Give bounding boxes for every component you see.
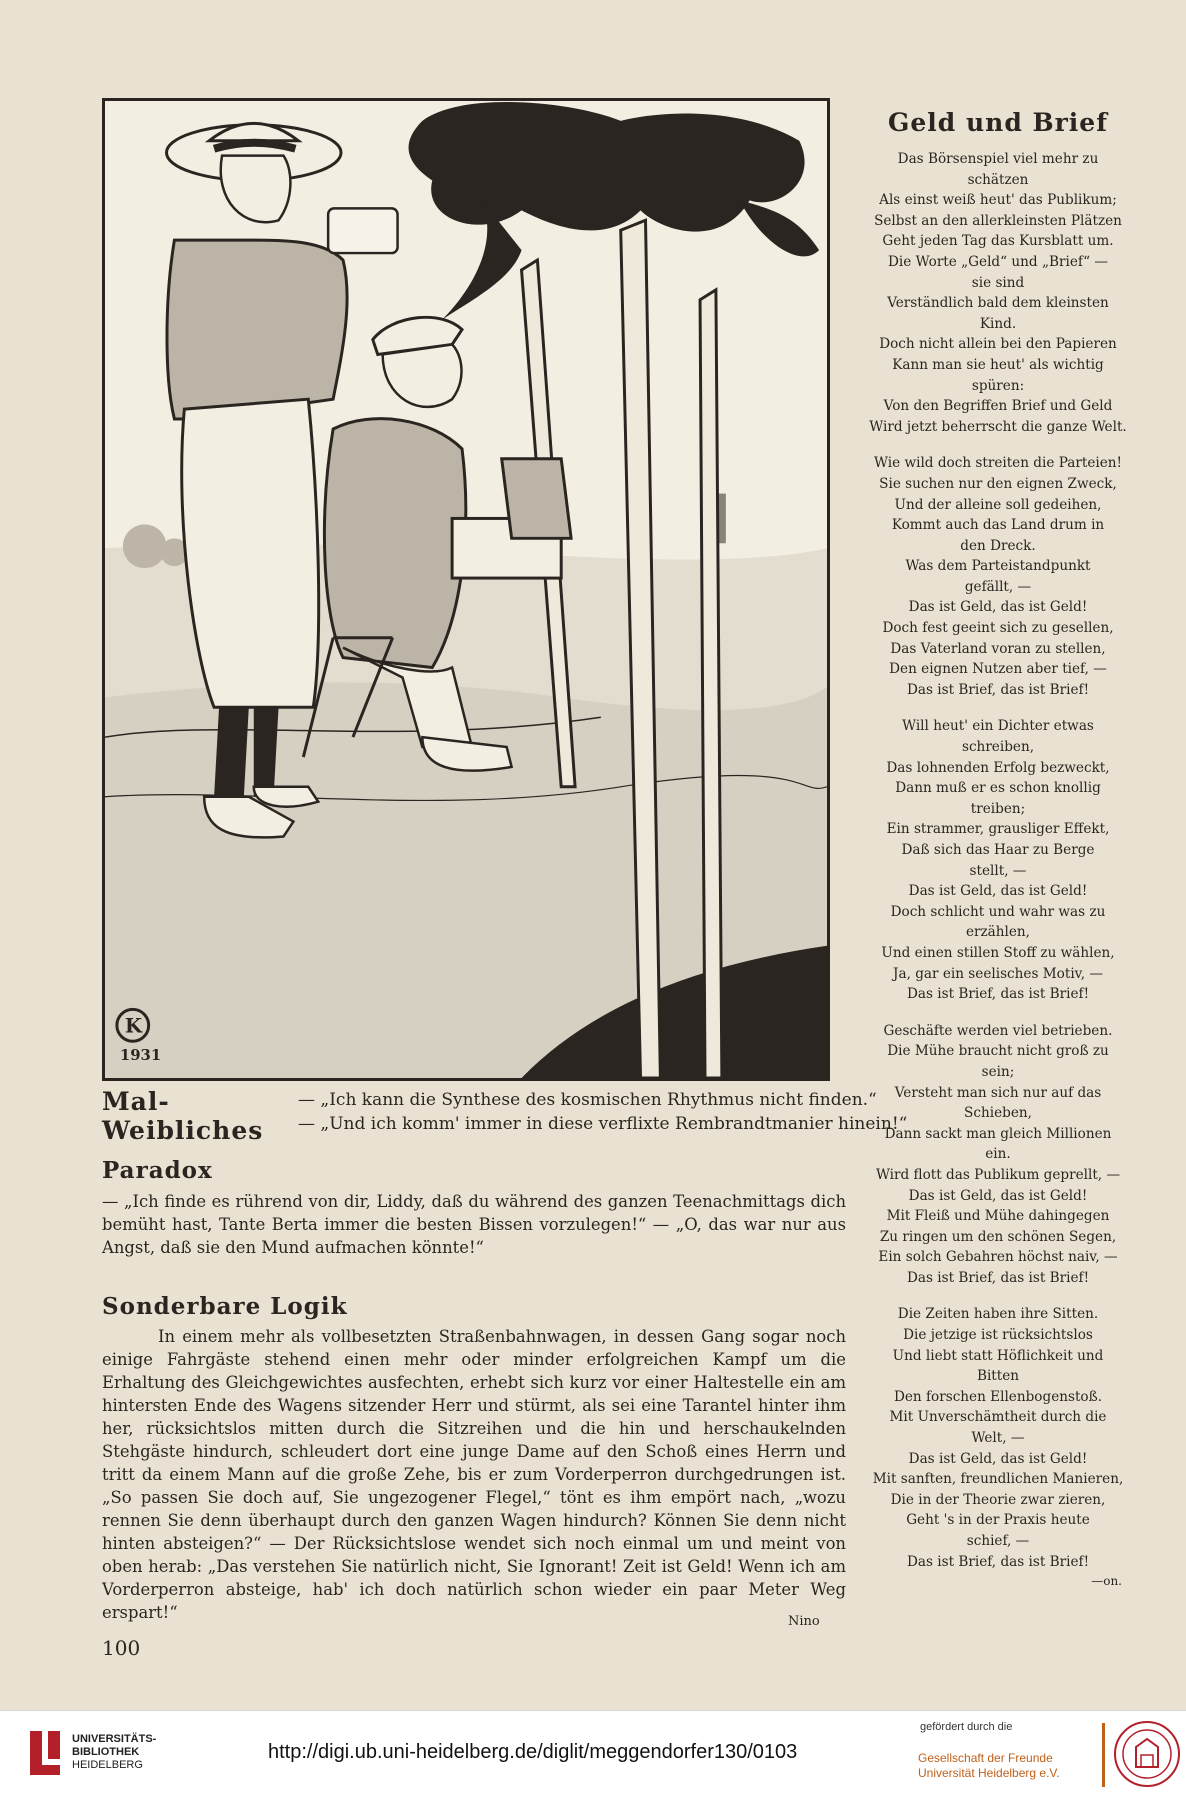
poem-line: den Dreck. <box>960 537 1036 554</box>
poem-stanza-1 <box>866 149 1130 437</box>
poem-line: Bitten <box>976 1368 1020 1385</box>
society-divider <box>1102 1723 1105 1787</box>
footer-bar <box>0 1710 1186 1796</box>
poem-line: Das ist Geld, das ist Geld! <box>908 1450 1088 1467</box>
poem-line: Das lohnenden Erfolg bezweckt, <box>886 759 1110 776</box>
logik-paragraph: In einem mehr als vollbesetzten Straßenbahnwagen, in dessen Gang sogar noch einige Fahrgäste stehend einen mehr oder minder erfolgreichen Kampf um die Erhaltung des Gleichgewichtes ausfechten, erhebt sich kurz vor einer Haltestelle ein am hintersten Ende des Wagens sitzender Herr und stürmt, als sei eine Tarantel hinter ihm her, rücksichtslos mitten durch die Sitzreihen und die hin und herschaukelnden Stehgäste hindurch, schleudert dort eine junge Dame auf den Schoß eines Herrn und tritt da einem Mann auf die große Zehe, bis er zum Vorderperron durchgedrungen ist. „So passen Sie doch auf, Sie ungezogener Flegel,“ tönt es ihm empört nach, „wozu rennen Sie denn überhaupt durch den ganzen Wagen hindurch? Können Sie denn nicht hinten absteigen?“ — Der Rücksichtslose wendet sich noch einmal um und meint von oben herab: „Das verstehen Sie natürlich nicht, Sie Ignorant! Zeit ist Geld! Wenn ich am Vorderperron absteige, hab' ich doch natürlich schon wieder ein paar Meter Weg erspart!“ <box>102 1327 846 1622</box>
poem-line: Die Zeiten haben ihre Sitten. <box>897 1306 1099 1323</box>
poem-line: Das ist Geld, das ist Geld! <box>908 1187 1088 1204</box>
caption-dialogue <box>298 1088 908 1136</box>
poem-line: Wie wild doch streiten die Parteien! <box>874 455 1122 472</box>
poem-line: Ein solch Gebahren höchst naiv, — <box>878 1249 1118 1266</box>
poem-line: Das Börsenspiel viel mehr zu <box>897 151 1099 167</box>
poem-line: Das ist Geld, das ist Geld! <box>908 599 1088 616</box>
poem-line: Das ist Brief, das ist Brief! <box>906 681 1090 698</box>
paradox-heading: Paradox <box>102 1157 213 1184</box>
poem-line: Die Worte „Geld“ und „Brief“ — <box>887 253 1109 270</box>
poem-line: Die jetzige ist rücksichtslos <box>903 1327 1093 1344</box>
poem-line: Die in der Theorie zwar zieren, <box>890 1491 1106 1508</box>
poem-line: Was dem Parteistandpunkt <box>905 558 1091 575</box>
poem-stanza-5 <box>866 1304 1130 1572</box>
poem-line: Kann man sie heut' als wichtig <box>892 356 1104 373</box>
university-library-logo-icon[interactable] <box>22 1725 68 1781</box>
poem-line: Ja, gar ein seelisches Motiv, — <box>893 965 1103 982</box>
poem-stanza-3 <box>866 716 1130 1004</box>
illustration-two-women-painting <box>102 98 830 1081</box>
poem-line: Und einen stillen Stoff zu wählen, <box>881 944 1115 961</box>
poem-line: Kind. <box>979 315 1017 332</box>
caption-line: — „Ich kann die Synthese des kosmischen Rhythmus nicht finden.“ <box>298 1090 877 1110</box>
library-line: HEIDELBERG <box>72 1759 143 1771</box>
poem-line: Doch fest geeint sich zu gesellen, <box>882 620 1114 637</box>
logik-heading: Sonderbare Logik <box>102 1293 348 1320</box>
poem-stanza-2 <box>866 453 1130 700</box>
poem-line: Geht 's in der Praxis heute <box>906 1512 1090 1529</box>
poem-line: Die Mühe braucht nicht groß zu <box>887 1043 1109 1060</box>
poem-line: Doch nicht allein bei den Papieren <box>879 336 1117 353</box>
poem-line: Selbst an den allerkleinsten Plätzen <box>874 212 1122 229</box>
poem-line: schreiben, <box>961 739 1035 756</box>
illustration-monogram: K <box>124 1013 143 1038</box>
poem-line: Als einst weiß heut' das Publikum; <box>879 192 1117 209</box>
poem-line: Wird flott das Publikum geprellt, — <box>875 1166 1121 1183</box>
poem-geld-und-brief <box>866 108 1130 1588</box>
poem-title: Geld und Brief <box>888 108 1108 137</box>
poem-line: Dann sackt man gleich Millionen <box>884 1125 1112 1142</box>
poem-line: sie sind <box>971 274 1025 291</box>
poem-line: Und liebt statt Höflichkeit und <box>892 1347 1104 1364</box>
poem-line: sein; <box>981 1063 1015 1080</box>
poem-line: spüren: <box>971 377 1025 394</box>
illustration-drawing <box>105 101 827 1078</box>
poem-line: Sie suchen nur den eignen Zweck, <box>879 475 1117 492</box>
poem-line: Schieben, <box>964 1105 1032 1122</box>
funded-by-label: gefördert durch die <box>920 1721 1013 1733</box>
society-name-link[interactable] <box>918 1751 1060 1781</box>
permalink-url[interactable]: http://digi.ub.uni-heidelberg.de/diglit/meggendorfer130/0103 <box>268 1741 798 1763</box>
poem-line: Das ist Brief, das ist Brief! <box>906 1269 1090 1286</box>
poem-line: schief, — <box>966 1533 1030 1549</box>
poem-line: stellt, — <box>969 862 1027 879</box>
poem-line: Das ist Brief, das ist Brief! <box>906 1553 1090 1570</box>
poem-line: Wird jetzt beherrscht die ganze Welt. <box>869 418 1127 435</box>
poem-line: Kommt auch das Land drum in <box>891 517 1105 534</box>
poem-line: Das Vaterland voran zu stellen, <box>890 640 1106 657</box>
logik-text <box>102 1325 846 1624</box>
poem-line: Das ist Brief, das ist Brief! <box>906 986 1090 1003</box>
poem-line: treiben; <box>970 800 1026 817</box>
poem-line: Geht jeden Tag das Kursblatt um. <box>882 233 1114 250</box>
society-line: Universität Heidelberg e.V. <box>918 1766 1060 1780</box>
poem-line: Daß sich das Haar zu Berge <box>901 842 1095 858</box>
poem-signature: —on. <box>1091 1574 1122 1589</box>
caption-line: — „Und ich komm' immer in diese verflixte Rembrandtmanier hinein!“ <box>298 1114 908 1134</box>
poem-line: Geschäfte werden viel betrieben. <box>883 1022 1113 1039</box>
poem-line: Will heut' ein Dichter etwas <box>902 718 1094 735</box>
poem-line: ein. <box>985 1146 1011 1163</box>
library-line: UNIVERSITÄTS- <box>72 1733 157 1745</box>
poem-line: Mit sanften, freundlichen Manieren, <box>872 1471 1124 1488</box>
poem-line: schätzen <box>967 171 1029 188</box>
poem-line: Das ist Geld, das ist Geld! <box>908 883 1088 900</box>
poem-line: Und der alleine soll gedeihen, <box>894 496 1102 513</box>
poem-line: Doch schlicht und wahr was zu <box>890 903 1106 920</box>
caption-title: Mal-Weibliches <box>102 1087 264 1145</box>
logik-signature: Nino <box>788 1614 820 1629</box>
poem-line: erzählen, <box>965 924 1031 941</box>
poem-line: Versteht man sich nur auf das <box>894 1084 1102 1101</box>
poem-line: Mit Fleiß und Mühe dahingegen <box>886 1208 1110 1225</box>
poem-line: Verständlich bald dem kleinsten <box>887 295 1109 312</box>
library-line: BIBLIOTHEK <box>72 1746 140 1758</box>
poem-line: Von den Begriffen Brief und Geld <box>883 398 1113 415</box>
poem-line: Den forschen Ellenbogenstoß. <box>893 1388 1103 1405</box>
society-line: Gesellschaft der Freunde <box>918 1751 1053 1765</box>
university-library-name[interactable] <box>72 1733 156 1772</box>
poem-line: Den eignen Nutzen aber tief, — <box>889 661 1107 678</box>
poem-line: Mit Unverschämtheit durch die <box>889 1409 1107 1426</box>
paradox-text <box>102 1190 846 1259</box>
poem-line: gefällt, — <box>964 578 1032 595</box>
poem-line: Dann muß er es schon knollig <box>895 780 1101 797</box>
illustration-year: 1931 <box>119 1046 162 1065</box>
paradox-paragraph: — „Ich finde es rührend von dir, Liddy, daß du während des ganzen Teenachmittags dich bemüht hast, Tante Berta immer die besten Bissen vorzulegen!“ — „O, das war nur aus Angst, daß sie den Mund aufmachen könnte!“ <box>102 1192 846 1257</box>
poem-line: Welt, — <box>971 1430 1025 1447</box>
poem-line: Ein strammer, grausliger Effekt, <box>886 821 1110 838</box>
poem-stanza-4 <box>866 1021 1130 1289</box>
university-seal-icon <box>1112 1719 1182 1789</box>
page-number: 100 <box>102 1636 141 1660</box>
poem-line: Zu ringen um den schönen Segen, <box>879 1228 1117 1245</box>
